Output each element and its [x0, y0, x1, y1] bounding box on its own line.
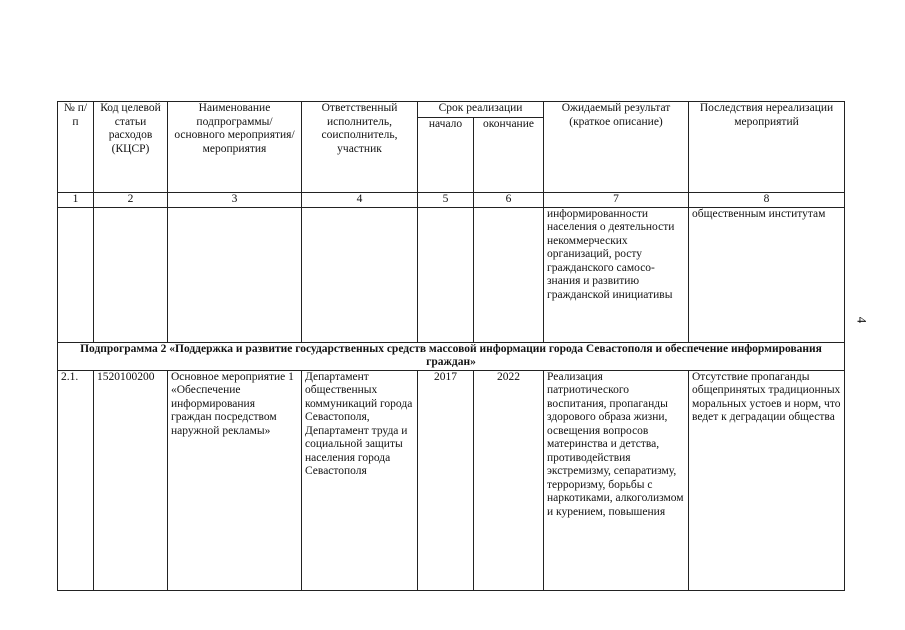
table-row [58, 370, 845, 590]
column-number: 8 [689, 193, 845, 208]
column-number: 6 [474, 193, 544, 208]
header-executor: Ответственный исполнитель, соисполнитель, участник [302, 102, 418, 193]
section-title: Подпрограмма 2 «Поддержка и развитие государственных средств массовой информации города Севастополя и обеспечение информирования граждан» [58, 342, 845, 370]
page-number: 4 [854, 316, 870, 324]
row-end: 2022 [474, 370, 544, 590]
row-result: Реализация патриотического воспитания, пропаганды здорового образа жизни, освещения вопросов материнства и детства, противодействия экстремизму, сепаратизму, терроризму, борьбы с наркотиками, алкоголизмом и курением, повышения [544, 370, 689, 590]
header-number: № п/п [58, 102, 94, 193]
column-number: 1 [58, 193, 94, 208]
row-name: Основное мероприятие 1 «Обеспечение информирования граждан посредством наружной рекламы» [168, 370, 302, 590]
row-start: 2017 [418, 370, 474, 590]
row-consequence: Отсутствие пропаганды общепринятых традиционных моральных устоев и норм, что ведет к деградации общества [689, 370, 845, 590]
header-result: Ожидаемый результат (краткое описание) [544, 102, 689, 193]
empty-cell [168, 207, 302, 342]
header-start: начало [418, 118, 474, 193]
empty-cell [58, 207, 94, 342]
row-number: 2.1. [58, 370, 94, 590]
column-number: 4 [302, 193, 418, 208]
continued-row [58, 207, 845, 342]
empty-cell [474, 207, 544, 342]
row-executor: Департамент общественных коммуникаций города Севастополя, Департамент труда и социальной защиты населения города Севастополя [302, 370, 418, 590]
empty-cell [418, 207, 474, 342]
column-number: 5 [418, 193, 474, 208]
header-code: Код целевой статьи расходов (КЦСР) [94, 102, 168, 193]
empty-cell [302, 207, 418, 342]
column-number: 2 [94, 193, 168, 208]
continued-consequence: общественным институтам [689, 207, 845, 342]
header-period: Срок реализации [418, 102, 544, 118]
header-name: Наименование подпрограммы/ основного мероприятия/ мероприятия [168, 102, 302, 193]
row-code: 1520100200 [94, 370, 168, 590]
continued-result: информированности населения о деятельности некоммерческих организаций, росту гражданского самосо-знания и развитию гражданской инициативы [544, 207, 689, 342]
column-number: 7 [544, 193, 689, 208]
empty-cell [94, 207, 168, 342]
header-consequence: Последствия нереализации мероприятий [689, 102, 845, 193]
header-end: окончание [474, 118, 544, 193]
column-number: 3 [168, 193, 302, 208]
program-table [57, 101, 845, 591]
